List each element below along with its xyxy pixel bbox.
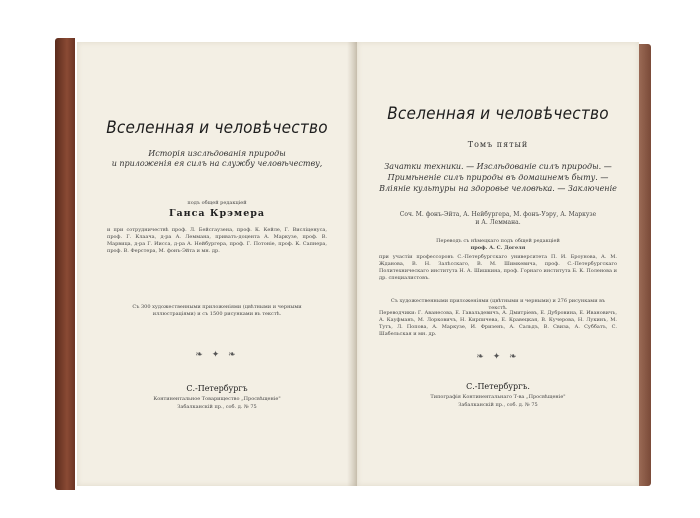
left-page xyxy=(77,42,358,486)
open-book xyxy=(55,38,651,490)
left-page-ornament: ❧ ✦ ❧ xyxy=(195,350,239,360)
right-page-contents-line1: Зачатки техники. — Изслѣдованіе силъ природы. — xyxy=(384,162,612,171)
right-page-publisher: Типографія Континентальнаго Т-ва „Просвѣщеніе" xyxy=(430,394,566,400)
left-page-editor-intro: подъ общей редакціей xyxy=(187,200,247,206)
right-page-contents-line3: Вліяніе культуры на здоровье человѣка. — Заключеніе xyxy=(379,184,617,193)
right-page-translation-line2: проф. А. С. Догеля xyxy=(470,245,526,251)
left-page-illustrations-note: Съ 300 художественными приложеніями (цвѣтными и черными иллюстраціями) и съ 1500 рисунками въ текстѣ. xyxy=(132,304,302,317)
right-page-translation-line1: Переводъ съ нѣмецкаго подъ общей редакціей xyxy=(436,238,560,244)
right-page-ornament: ❧ ✦ ❧ xyxy=(476,352,520,362)
right-page-translators-note: при участіи профессоровъ С.-Петербургскаго университета П. И. Броунова, А. М. Жданова, В. Н. Залѣсскаго, В. М. Шимкевича, проф. С.-Петербургскаго Политехническаго института Н. А. Шишкина, проф. Горнаго института Б. К. Поленова и др. специалистовъ. xyxy=(379,254,617,281)
right-page xyxy=(357,42,639,486)
left-page-subtitle-line1: Исторія изслѣдованія природы xyxy=(148,149,286,158)
right-page-title: Вселенная и человѣчество xyxy=(387,104,609,124)
book-cover-right-edge xyxy=(639,44,651,486)
book-cover-left-edge xyxy=(55,38,75,490)
right-page-authors-line2: и А. Леммана. xyxy=(475,219,521,226)
right-page-city: С.-Петербургъ. xyxy=(466,382,530,391)
right-page-authors-line1: Соч. М. фонъ-Эйта, А. Нейбургера, М. фонъ-Уэру, А. Маркузе xyxy=(399,211,597,218)
left-page-address: Забалканскій пр., соб. д. № 75 xyxy=(177,404,257,410)
right-page-translators-list: Переводчики: Г. Аванесова, Е. Гавальдевичъ, А. Дмитріевъ, Е. Дубровина, Е. Ивановичъ, А. Кауфманъ, М. Лорковичъ, Н. Кирпичева, Е. Кравецкая, В. Кучерова, Н. Лукинъ, М. Тутъ, Л. Попова, А. Маркузе, И. Фризенъ, А. Сальдъ, В. Свиза, А. Суббатъ, С. Шабельская и мн. др. xyxy=(379,310,617,337)
left-page-city: С.-Петербургъ xyxy=(186,384,248,393)
right-page-contents-line2: Примѣненіе силъ природы въ домашнемъ быту. — xyxy=(387,173,609,182)
left-page-title: Вселенная и человѣчество xyxy=(106,118,328,138)
left-page-contributors: и при сотрудничествѣ проф. Л. Бейсгаузена, проф. К. Кейле, Г. Висліценуса, проф. Г. Клаача, д-ра А. Леммана, приватъ-доцента А. Маркузе, проф. В. Марвица, д-ра Г. Иисса, д-ра А. Нейбургера, проф. Г. Потоніе, проф. К. Сапнера, проф. В. Ферстера, М. фонъ-Эйта и мн. др. xyxy=(107,227,327,254)
left-page-publisher: Континентальное Товарищество „Просвѣщеніе" xyxy=(153,396,281,402)
right-page-address: Забалканскій пр., соб. д. № 75 xyxy=(458,402,538,408)
left-page-editor-name: Ганса Крэмера xyxy=(168,208,266,219)
left-page-subtitle-line2: и приложенія ея силъ на службу человѣчеству, xyxy=(111,159,323,168)
right-page-illustrations-note: Съ художественными приложеніями (цвѣтными и черными) и 276 рисунками въ текстѣ. xyxy=(390,298,606,311)
right-page-volume: Томъ пятый xyxy=(467,140,529,149)
